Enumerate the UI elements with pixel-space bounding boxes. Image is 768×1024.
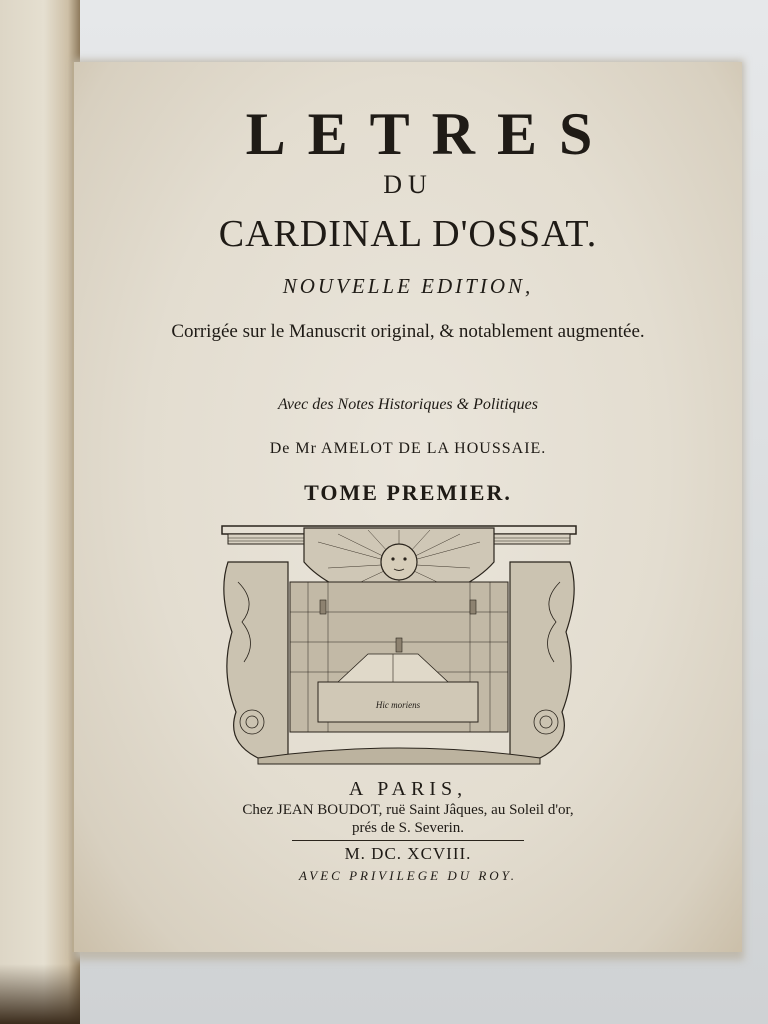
editor-line: De Mr AMELOT DE LA HOUSSAIE.: [269, 440, 547, 457]
imprint-city: A PARIS,: [348, 778, 468, 800]
imprint-divider: [292, 840, 524, 841]
lower-motto: Hic moriens: [375, 700, 421, 710]
notes-line: Avec des Notes Historiques & Politiques: [278, 396, 538, 413]
imprint-date: M. DC. XCVIII.: [344, 844, 472, 863]
book-cover-edge: [0, 0, 80, 1024]
author-name: CARDINAL D'OSSAT.: [218, 213, 598, 255]
imprint-location: prés de S. Severin.: [351, 820, 465, 836]
edition-label: NOUVELLE EDITION,: [282, 274, 534, 298]
printers-device-engraving: [218, 522, 580, 768]
title-page: [72, 62, 742, 952]
imprint-publisher: Chez JEAN BOUDOT, ruë Saint Jâques, au Soleil d'or,: [242, 802, 574, 818]
edition-description: Corrigée sur le Manuscrit original, & notablement augmentée.: [171, 321, 645, 342]
royal-privilege: AVEC PRIVILEGE DU ROY.: [299, 868, 517, 883]
volume-label: TOME PREMIER.: [304, 480, 512, 505]
book-title: LETRES: [245, 101, 615, 167]
title-connector: DU: [383, 170, 433, 199]
